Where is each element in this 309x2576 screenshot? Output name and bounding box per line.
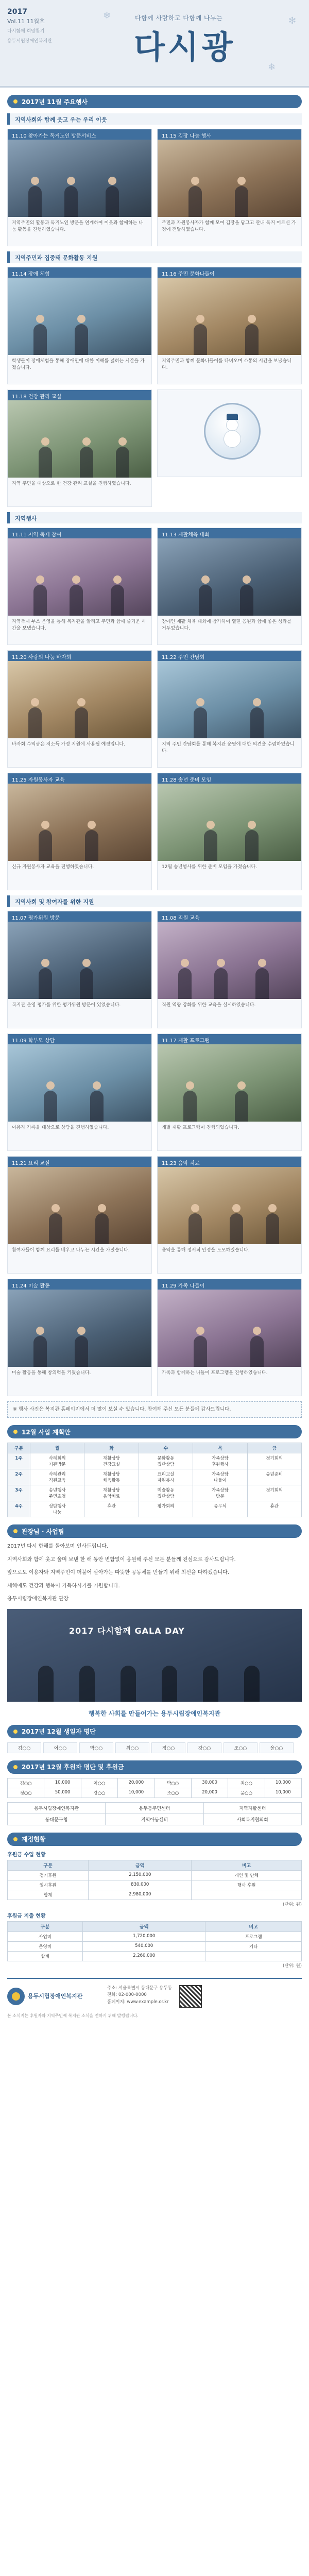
week-label: 3주 bbox=[8, 1485, 30, 1501]
birthday-name: 최○○ bbox=[115, 1742, 149, 1753]
card-caption: 11.11 지역 축제 참여 bbox=[8, 528, 151, 538]
organization-name: 사회복지협의회 bbox=[204, 1814, 302, 1825]
schedule-cell: 문화활동 집단상담 bbox=[139, 1453, 193, 1469]
schedule-row bbox=[8, 1485, 302, 1501]
column-header: 화 bbox=[84, 1443, 139, 1453]
photo-card bbox=[157, 1033, 302, 1151]
finance-row bbox=[8, 1941, 302, 1951]
donation-amount: 10,000 bbox=[265, 1778, 302, 1788]
activity-photo bbox=[158, 1167, 301, 1244]
donation-amount: 50,000 bbox=[44, 1788, 81, 1798]
activity-photo bbox=[158, 922, 301, 999]
section-header-birthday bbox=[7, 1725, 302, 1738]
card-text: 지역주민의 활동과 독거노인 방문을 연계하여 이웃과 함께하는 나눔 활동을 진행하였습니다. bbox=[12, 221, 143, 233]
photo-card bbox=[7, 528, 152, 645]
photo-card bbox=[157, 528, 302, 645]
card-caption: 11.28 송년 준비 모임 bbox=[158, 773, 301, 784]
donation-amount: 10,000 bbox=[44, 1778, 81, 1788]
schedule-cell: 휴관 bbox=[84, 1501, 139, 1517]
unit-label: (단위: 원) bbox=[283, 1963, 302, 1969]
finance-cell: 1,720,000 bbox=[83, 1931, 205, 1941]
card-text: 학생들이 장애체험을 통해 장애인에 대한 이해를 넓히는 시간을 가졌습니다. bbox=[12, 359, 145, 371]
donor-table bbox=[7, 1778, 302, 1798]
card-caption: 11.21 요리 교실 bbox=[8, 1157, 151, 1167]
photo-card bbox=[157, 1156, 302, 1274]
photo-grid-a bbox=[0, 129, 309, 246]
column-header: 월 bbox=[30, 1443, 84, 1453]
card-text: 참여자들이 함께 요리를 배우고 나누는 시간을 가졌습니다. bbox=[12, 1248, 130, 1253]
schedule-cell: 송년준비 bbox=[247, 1469, 301, 1485]
card-text: 개별 재활 프로그램이 진행되었습니다. bbox=[162, 1125, 239, 1130]
activity-photo bbox=[8, 1044, 151, 1122]
donation-amount: 10,000 bbox=[265, 1788, 302, 1798]
snowman-icon bbox=[226, 419, 238, 431]
photo-grid-d bbox=[0, 911, 309, 1396]
section-header-finance bbox=[7, 1833, 302, 1846]
finance-row bbox=[8, 1931, 302, 1941]
finance-section bbox=[7, 1850, 302, 1969]
activity-photo bbox=[8, 1167, 151, 1244]
phone-text: 전화: 02-000-0000 bbox=[107, 1992, 147, 1998]
bullet-icon bbox=[13, 1430, 18, 1434]
card-text: 주민과 자원봉사자가 함께 모여 김장을 담그고 관내 독거 어르신 가정에 전달하였습니다. bbox=[162, 221, 296, 233]
section-title: 12월 사업 계획안 bbox=[22, 1428, 71, 1436]
schedule-table bbox=[7, 1443, 302, 1517]
activity-photo bbox=[8, 278, 151, 355]
activity-photo bbox=[8, 1290, 151, 1367]
expense-table bbox=[7, 1921, 302, 1961]
schedule-header-row bbox=[8, 1443, 302, 1453]
photo-card bbox=[7, 1156, 152, 1274]
organization-table bbox=[7, 1802, 302, 1825]
slogan: 행복한 사회를 만들어가는 용두시립장애인복지관 bbox=[89, 1709, 220, 1717]
photo-card bbox=[7, 389, 152, 507]
activity-photo bbox=[8, 538, 151, 616]
schedule-cell: 가족상담 후원행사 bbox=[193, 1453, 247, 1469]
section-header-donors bbox=[7, 1760, 302, 1774]
letter-paragraph: 새해에도 건강과 행복이 가득하시기를 기원합니다. bbox=[7, 1583, 120, 1589]
publisher-line: 다시함께 희망찾기 bbox=[7, 28, 45, 34]
finance-cell: 기타 bbox=[205, 1941, 302, 1951]
photo-card bbox=[157, 267, 302, 384]
footer bbox=[7, 1978, 302, 2008]
finance-cell bbox=[192, 1890, 302, 1900]
qr-code-icon bbox=[179, 1985, 202, 2008]
birthday-name: 강○○ bbox=[187, 1742, 221, 1753]
photo-card bbox=[157, 650, 302, 768]
section-header-schedule bbox=[7, 1425, 302, 1438]
issue-number: Vol.11 11월호 bbox=[7, 18, 45, 25]
column-header: 구분 bbox=[8, 1443, 30, 1453]
schedule-cell: 재활상담 음악치료 bbox=[84, 1485, 139, 1501]
activity-photo bbox=[158, 784, 301, 861]
card-caption: 11.17 재활 프로그램 bbox=[158, 1034, 301, 1044]
masthead bbox=[0, 0, 309, 88]
card-caption: 11.13 재활체육 대회 bbox=[158, 528, 301, 538]
letter-signature: 용두시립장애인복지관 관장 bbox=[7, 1596, 69, 1602]
finance-row bbox=[8, 1870, 302, 1880]
finance-cell: 개인 및 단체 bbox=[192, 1870, 302, 1880]
address-text: 주소: 서울특별시 동대문구 용두동 bbox=[107, 1985, 172, 1991]
schedule-cell: 정기회의 bbox=[247, 1485, 301, 1501]
photo-card bbox=[7, 911, 152, 1028]
activity-photo bbox=[158, 1044, 301, 1122]
donor-name: 박○○ bbox=[155, 1778, 192, 1788]
schedule-cell: 휴관 bbox=[247, 1501, 301, 1517]
card-caption: 11.22 주민 간담회 bbox=[158, 651, 301, 661]
photo-card bbox=[7, 1033, 152, 1151]
organization-name: 동대문구청 bbox=[8, 1814, 106, 1825]
activity-photo bbox=[8, 661, 151, 738]
letter-paragraph: 2017년 다시 한해를 돌아보며 인사드립니다. bbox=[7, 1544, 108, 1550]
finance-cell: 사업비 bbox=[8, 1931, 83, 1941]
card-caption: 11.25 자원봉사자 교육 bbox=[8, 773, 151, 784]
donation-amount: 20,000 bbox=[118, 1778, 154, 1788]
finance-row bbox=[8, 1890, 302, 1900]
section-title: 재정현황 bbox=[22, 1836, 46, 1843]
finance-cell: 2,260,000 bbox=[83, 1951, 205, 1961]
card-text: 지역축제 부스 운영을 통해 복지관을 알리고 주민과 함께 즐거운 시간을 보냈습니다. bbox=[12, 619, 146, 632]
finance-cell: 합계 bbox=[8, 1890, 89, 1900]
photo-card bbox=[157, 129, 302, 246]
schedule-row bbox=[8, 1501, 302, 1517]
logo-icon bbox=[7, 1988, 25, 2005]
card-text: 바자회 수익금은 저소득 가정 지원에 사용될 예정입니다. bbox=[12, 742, 125, 747]
birthday-name: 조○○ bbox=[224, 1742, 258, 1753]
birthday-name: 이○○ bbox=[43, 1742, 77, 1753]
birthday-name: 김○○ bbox=[7, 1742, 41, 1753]
week-label: 2주 bbox=[8, 1469, 30, 1485]
schedule-cell: 사례관리 직원교육 bbox=[30, 1469, 84, 1485]
finance-cell: 2,980,000 bbox=[89, 1890, 192, 1900]
schedule-cell: 성탄행사 나눔 bbox=[30, 1501, 84, 1517]
birthday-name: 박○○ bbox=[79, 1742, 113, 1753]
photo-card bbox=[157, 911, 302, 1028]
activity-photo bbox=[158, 538, 301, 616]
org-line: 용두시립장애인복지관 bbox=[7, 38, 52, 44]
activity-photo bbox=[158, 278, 301, 355]
subsection-header: 지역사회 및 참여자를 위한 지원 bbox=[7, 895, 302, 907]
card-text: 장애인 재활 체육 대회에 참가하여 열띤 응원과 함께 좋은 성과를 거두었습니다. bbox=[162, 619, 291, 632]
photo-grid-c bbox=[0, 528, 309, 890]
subsection-header: 지역행사 bbox=[7, 512, 302, 523]
card-caption: 11.14 장애 체험 bbox=[8, 267, 151, 278]
donation-amount: 30,000 bbox=[192, 1778, 228, 1788]
section-title: 2017년 12월 생일자 명단 bbox=[22, 1728, 96, 1736]
masthead-title: 다시광 bbox=[134, 28, 236, 66]
bullet-icon bbox=[13, 1765, 18, 1769]
column-header: 금액 bbox=[89, 1860, 192, 1870]
donor-name: 정○○ bbox=[8, 1788, 44, 1798]
card-text: 지역 주민 간담회를 통해 복지관 운영에 대한 의견을 수렴하였습니다. bbox=[162, 742, 295, 754]
gala-group-photo bbox=[7, 1609, 302, 1702]
column-header: 구분 bbox=[8, 1860, 89, 1870]
schedule-cell: 가족상담 나들이 bbox=[193, 1469, 247, 1485]
column-header: 비고 bbox=[192, 1860, 302, 1870]
column-header: 비고 bbox=[205, 1921, 302, 1931]
card-text: 지역 주민을 대상으로 한 건강 관리 교실을 진행하였습니다. bbox=[12, 481, 131, 486]
christmas-ornament-illustration bbox=[157, 389, 302, 477]
finance-row bbox=[8, 1951, 302, 1961]
card-caption: 11.24 미술 활동 bbox=[8, 1279, 151, 1290]
finance-cell: 2,150,000 bbox=[89, 1870, 192, 1880]
donor-name: 최○○ bbox=[228, 1778, 265, 1788]
photo-card bbox=[157, 1279, 302, 1396]
issue-year: 2017 bbox=[7, 8, 27, 16]
donation-amount: 10,000 bbox=[118, 1788, 154, 1798]
card-text: 가족과 함께하는 나들이 프로그램을 진행하였습니다. bbox=[162, 1370, 268, 1376]
donor-name: 강○○ bbox=[81, 1788, 118, 1798]
birthday-name: 윤○○ bbox=[260, 1742, 294, 1753]
schedule-cell: 재활상담 건강교실 bbox=[84, 1453, 139, 1469]
bullet-icon bbox=[13, 99, 18, 104]
section-title: 관장님 · 사업팀 bbox=[22, 1528, 64, 1535]
organization-name: 지역아동센터 bbox=[106, 1814, 203, 1825]
activity-photo bbox=[8, 400, 151, 478]
week-label: 1주 bbox=[8, 1453, 30, 1469]
bullet-icon bbox=[13, 1529, 18, 1533]
masthead-subtitle: 다함께 사랑하고 다함께 나누는 bbox=[135, 14, 223, 22]
photo-card bbox=[7, 267, 152, 384]
logo-text: 용두시립장애인복지관 bbox=[28, 1992, 83, 1999]
card-caption: 11.08 직원 교육 bbox=[158, 911, 301, 922]
donor-name: 김○○ bbox=[8, 1778, 44, 1788]
bullet-icon bbox=[13, 1837, 18, 1841]
card-caption: 11.16 주민 문화나들이 bbox=[158, 267, 301, 278]
card-caption: 11.15 김장 나눔 행사 bbox=[158, 129, 301, 140]
schedule-cell: 종무식 bbox=[193, 1501, 247, 1517]
finance-cell: 행사 후원 bbox=[192, 1880, 302, 1890]
photo-grid-b bbox=[0, 267, 309, 507]
subsection-header: 지역사회와 함께 웃고 우는 우리 이웃 bbox=[7, 113, 302, 125]
copyright-text: 본 소식지는 후원자와 지역주민께 복지관 소식을 전하기 위해 발행됩니다. bbox=[7, 2013, 139, 2018]
card-text: 이용자 가족을 대상으로 상담을 진행하였습니다. bbox=[12, 1125, 109, 1130]
finance-cell bbox=[205, 1951, 302, 1961]
photo-card bbox=[7, 773, 152, 890]
activity-photo bbox=[158, 661, 301, 738]
activity-photo bbox=[158, 140, 301, 217]
issue-info bbox=[7, 7, 52, 44]
donation-amount: 20,000 bbox=[192, 1788, 228, 1798]
photo-card bbox=[7, 650, 152, 768]
activity-photo bbox=[158, 1290, 301, 1367]
donor-name: 윤○○ bbox=[228, 1788, 265, 1798]
letter-paragraph: 지역사회와 함께 웃고 울며 보낸 한 해 동안 변함없이 응원해 주신 모든 분들께 진심으로 감사드립니다. bbox=[7, 1556, 236, 1563]
donor-name: 이○○ bbox=[81, 1778, 118, 1788]
finance-cell: 프로그램 bbox=[205, 1931, 302, 1941]
photo-card bbox=[157, 773, 302, 890]
banner-text: 2017 다시함께 GALA DAY bbox=[69, 1625, 185, 1636]
column-header: 금액 bbox=[83, 1921, 205, 1931]
finance-cell: 합계 bbox=[8, 1951, 83, 1961]
income-table bbox=[7, 1860, 302, 1900]
organization-name: 용두동주민센터 bbox=[106, 1803, 203, 1814]
schedule-cell: 송년행사 주민초청 bbox=[30, 1485, 84, 1501]
schedule-row bbox=[8, 1469, 302, 1485]
finance-cell: 540,000 bbox=[83, 1941, 205, 1951]
finance-cell: 일시후원 bbox=[8, 1880, 89, 1890]
section-header-letter bbox=[7, 1524, 302, 1538]
homepage-link[interactable]: 홈페이지: www.example.or.kr bbox=[107, 1999, 169, 2005]
activity-photo bbox=[8, 140, 151, 217]
photo-card bbox=[7, 129, 152, 246]
card-text: 직원 역량 강화를 위한 교육을 실시하였습니다. bbox=[162, 1003, 256, 1008]
card-caption: 11.10 찾아가는 독거노인 방문서비스 bbox=[8, 129, 151, 140]
card-caption: 11.18 건강 관리 교실 bbox=[8, 390, 151, 400]
card-text: 12월 송년행사를 위한 준비 모임을 가졌습니다. bbox=[162, 865, 258, 870]
activity-photo bbox=[8, 784, 151, 861]
snowflake-icon: ❄ bbox=[268, 62, 276, 73]
schedule-cell: 요리교실 자원봉사 bbox=[139, 1469, 193, 1485]
schedule-cell: 사례회의 기관방문 bbox=[30, 1453, 84, 1469]
schedule-cell: 가족상담 방문 bbox=[193, 1485, 247, 1501]
schedule-cell: 정기회의 bbox=[247, 1453, 301, 1469]
organization-name: 지역자활센터 bbox=[204, 1803, 302, 1814]
income-title: 후원금 수입 현황 bbox=[7, 1852, 46, 1858]
section-title: 2017년 11월 주요행사 bbox=[22, 98, 88, 106]
expense-title: 후원금 지출 현황 bbox=[7, 1913, 46, 1919]
card-caption: 11.23 음악 치료 bbox=[158, 1157, 301, 1167]
contact-info bbox=[107, 1985, 172, 2008]
week-label: 4주 bbox=[8, 1501, 30, 1517]
finance-cell: 정기후원 bbox=[8, 1870, 89, 1880]
letter-paragraph: 앞으로도 이용자와 지역주민이 더불어 살아가는 따뜻한 공동체를 만들기 위해 최선을 다하겠습니다. bbox=[7, 1570, 230, 1576]
snowflake-icon: ✻ bbox=[288, 15, 297, 26]
card-text: 지역주민과 함께 문화나들이를 다녀오며 소통의 시간을 보냈습니다. bbox=[162, 359, 291, 371]
card-text: 신규 자원봉사자 교육을 진행하였습니다. bbox=[12, 865, 94, 870]
bullet-icon bbox=[13, 1730, 18, 1734]
section-header-activities bbox=[7, 95, 302, 108]
section-title: 2017년 12월 후원자 명단 및 후원금 bbox=[22, 1764, 124, 1771]
card-text: 미술 활동을 통해 창의력을 키웠습니다. bbox=[12, 1370, 91, 1376]
donor-name: 조○○ bbox=[155, 1788, 192, 1798]
card-caption: 11.07 평가위원 방문 bbox=[8, 911, 151, 922]
card-caption: 11.09 학부모 상담 bbox=[8, 1034, 151, 1044]
column-header: 수 bbox=[139, 1443, 193, 1453]
schedule-cell: 평가회의 bbox=[139, 1501, 193, 1517]
card-caption: 11.29 가족 나들이 bbox=[158, 1279, 301, 1290]
subsection-header: 지역주민과 집중돼 문화활동 지원 bbox=[7, 251, 302, 263]
card-text: 음악을 통해 정서적 안정을 도모하였습니다. bbox=[162, 1248, 250, 1253]
schedule-row bbox=[8, 1453, 302, 1469]
column-header: 구분 bbox=[8, 1921, 83, 1931]
birthday-list bbox=[7, 1742, 302, 1753]
finance-cell: 운영비 bbox=[8, 1941, 83, 1951]
activity-photo bbox=[8, 922, 151, 999]
director-letter bbox=[7, 1542, 302, 1604]
unit-label: (단위: 원) bbox=[283, 1902, 302, 1907]
snowflake-icon: ❄ bbox=[103, 10, 111, 21]
finance-row bbox=[8, 1880, 302, 1890]
org-logo[interactable] bbox=[7, 1985, 100, 2008]
birthday-name: 정○○ bbox=[151, 1742, 185, 1753]
organization-name: 용두시립장애인복지관 bbox=[8, 1803, 106, 1814]
finance-cell: 830,000 bbox=[89, 1880, 192, 1890]
photo-card bbox=[7, 1279, 152, 1396]
column-header: 금 bbox=[247, 1443, 301, 1453]
schedule-cell: 미술활동 집단상담 bbox=[139, 1485, 193, 1501]
column-header: 목 bbox=[193, 1443, 247, 1453]
schedule-cell: 재활상담 체육활동 bbox=[84, 1469, 139, 1485]
note-box: ※ 행사 사진은 복지관 홈페이지에서 더 많이 보실 수 있습니다. 참여해 주신 모든 분들께 감사드립니다. bbox=[7, 1401, 302, 1418]
card-caption: 11.20 사랑의 나눔 바자회 bbox=[8, 651, 151, 661]
card-text: 복지관 운영 평가를 위한 평가위원 방문이 있었습니다. bbox=[12, 1003, 121, 1008]
